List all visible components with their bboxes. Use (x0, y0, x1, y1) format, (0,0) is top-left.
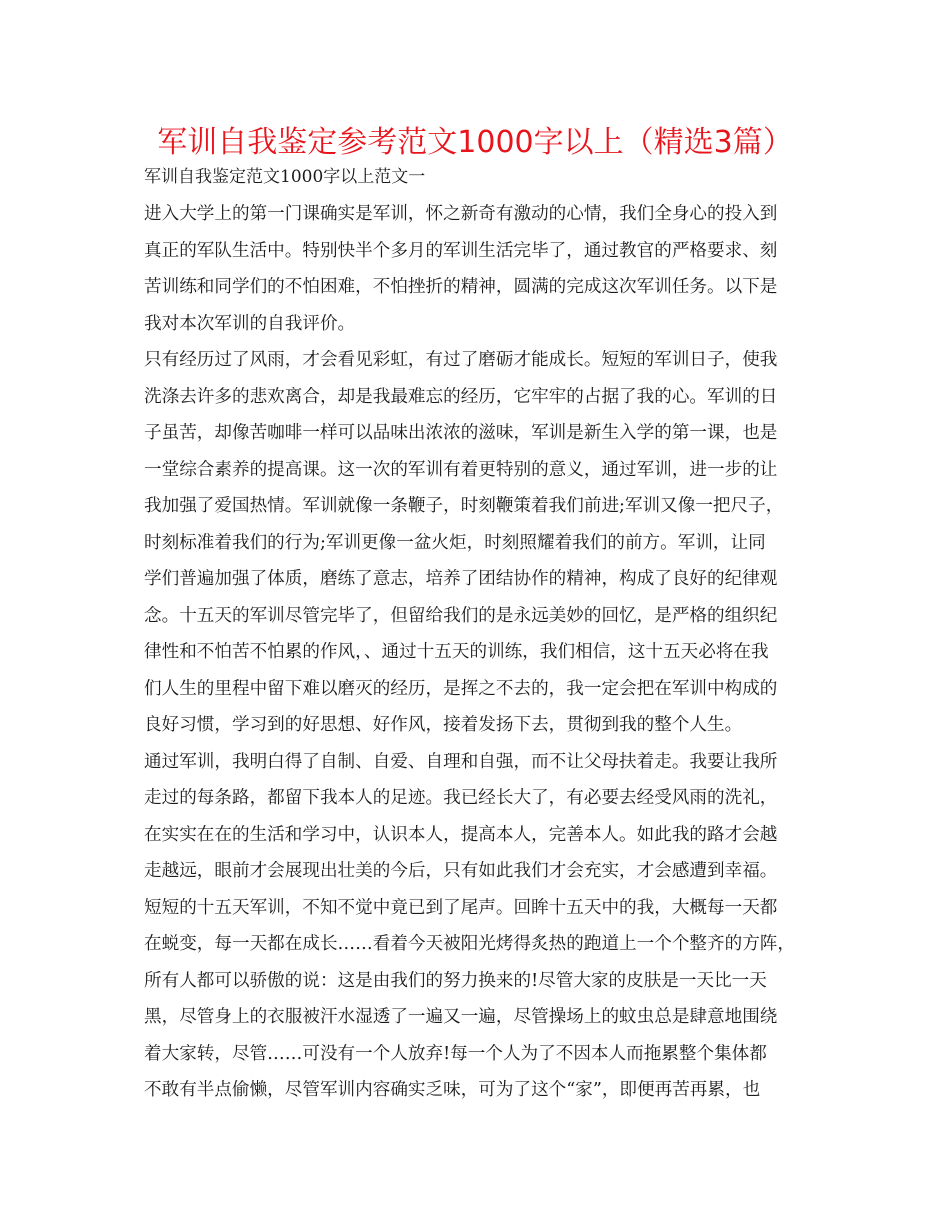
body-line: 我加强了爱国热情。军训就像一条鞭子，时刻鞭策着我们前进;军训又像一把尺子， (144, 496, 784, 516)
body-line: 走越远，眼前才会展现出壮美的今后，只有如此我们才会充实，才会感遭到幸福。 (144, 861, 778, 881)
document-body (144, 196, 814, 1109)
body-line: 不敢有半点偷懒，尽管军训内容确实乏味，可为了这个“家”，即便再苦再累，也 (144, 1080, 761, 1100)
body-line: 黑，尽管身上的衣服被汗水湿透了一遍又一遍，尽管操场上的蚊虫总是肆意地围绕 (144, 1007, 778, 1027)
body-line: 通过军训，我明白得了自制、自爱、自理和自强，而不让父母扶着走。我要让我所 (144, 751, 778, 772)
document-title: 军训自我鉴定参考范文1000字以上（精选3篇） (157, 125, 793, 160)
body-line: 们人生的里程中留下难以磨灭的经历，是挥之不去的，我一定会把在军训中构成的 (144, 678, 778, 699)
body-line: 学们普遍加强了体质，磨练了意志，培养了团结协作的精神，构成了良好的纪律观 (144, 569, 778, 589)
body-line: 念。十五天的军训尽管完毕了，但留给我们的是永远美妙的回忆，是严格的组织纪 (144, 605, 778, 626)
body-line: 着大家转，尽管……可没有一个人放弃!每一个人为了不因本人而拖累整个集体都 (144, 1043, 767, 1064)
body-line: 只有经历过了风雨，才会看见彩虹，有过了磨砺才能成长。短短的军训日子，使我 (144, 350, 778, 370)
body-line: 走过的每条路，都留下我本人的足迹。我已经长大了，有必要去经受风雨的洗礼， (144, 788, 778, 808)
body-line: 短短的十五天军训，不知不觉中竟已到了尾声。回眸十五天中的我，大概每一天都 (144, 897, 778, 918)
body-line: 所有人都可以骄傲的说：这是由我们的努力换来的!尽管大家的皮肤是一天比一天 (144, 970, 767, 991)
body-line: 子虽苦，却像苦咖啡一样可以品味出浓浓的滋味，军训是新生入学的第一课，也是 (144, 423, 778, 443)
body-line: 进入大学上的第一门课确实是军训，怀之新奇有激动的心情，我们全身心的投入到 (144, 204, 778, 224)
document-subtitle: 军训自我鉴定范文1000字以上范文一 (144, 167, 426, 187)
body-line: 良好习惯，学习到的好思想、好作风，接着发扬下去，贯彻到我的整个人生。 (144, 715, 743, 735)
body-line: 在实实在在的生活和学习中，认识本人，提高本人，完善本人。如此我的路才会越 (144, 824, 778, 845)
body-line: 律性和不怕苦不怕累的作风，、通过十五天的训练，我们相信，这十五天必将在我 (144, 642, 769, 662)
body-line: 在蜕变，每一天都在成长……看着今天被阳光烤得炙热的跑道上一个个整齐的方阵， (144, 934, 795, 954)
body-line: 一堂综合素养的提高课。这一次的军训有着更特别的意义，通过军训，进一步的让 (144, 459, 778, 480)
body-line: 苦训练和同学们的不怕困难，不怕挫折的精神，圆满的完成这次军训任务。以下是 (144, 277, 778, 297)
body-line: 真正的军队生活中。特别快半个多月的军训生活完毕了，通过教官的严格要求、刻 (144, 240, 778, 261)
body-line: 我对本次军训的自我评价。 (144, 313, 356, 334)
body-line: 时刻标准着我们的行为;军训更像一盆火炬，时刻照耀着我们的前方。军训，让同 (144, 532, 766, 553)
body-line: 洗涤去许多的悲欢离合，却是我最难忘的经历，它牢牢的占据了我的心。军训的日 (144, 386, 778, 407)
